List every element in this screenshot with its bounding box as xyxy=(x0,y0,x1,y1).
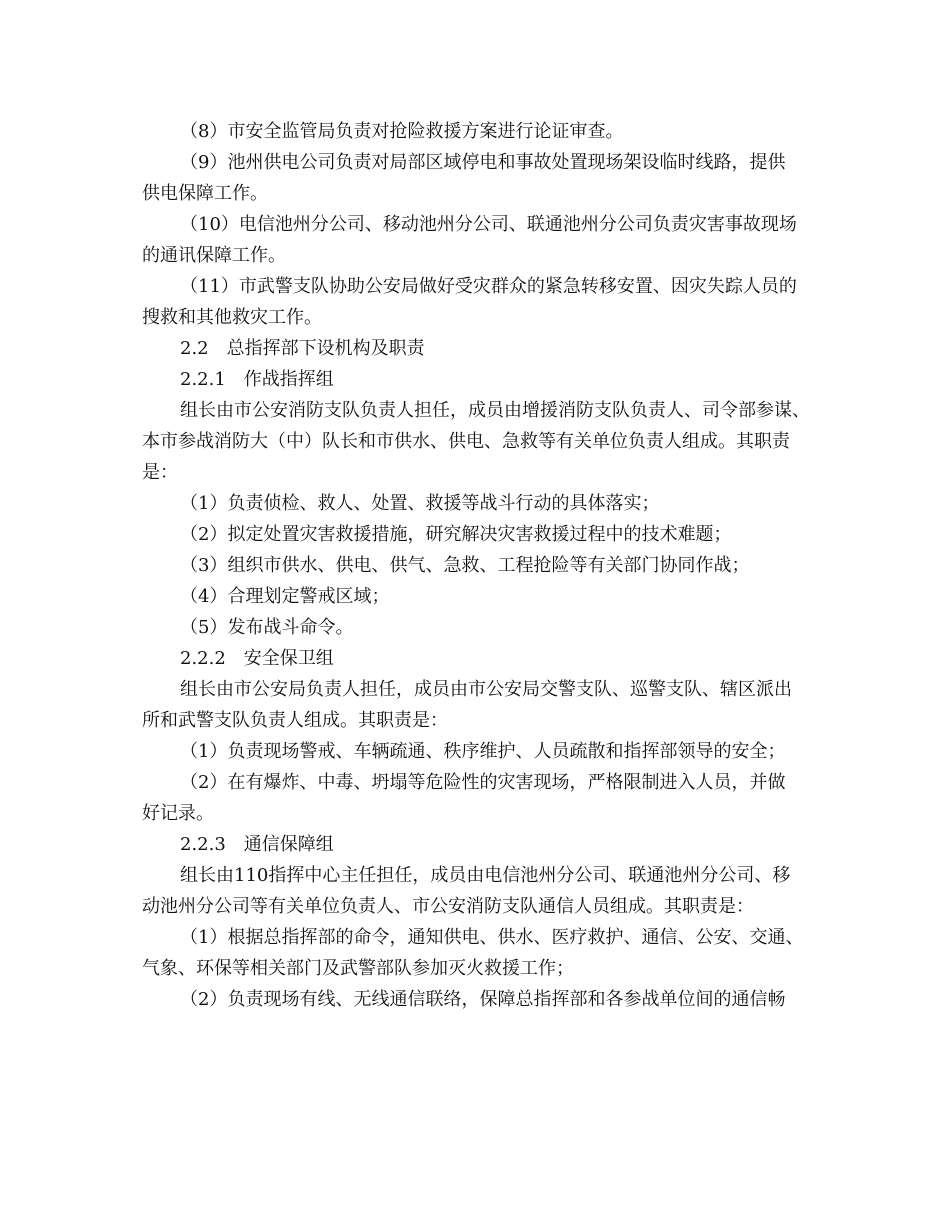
paragraph-line: 组长由市公安消防支队负责人担任，成员由增援消防支队负责人、司令部参谋、 xyxy=(180,400,810,421)
list-item: （1）根据总指挥部的命令，通知供电、供水、医疗救护、通信、公安、交通、 xyxy=(180,927,804,948)
list-item: （2）拟定处置灾害救援措施，研究解决灾害救援过程中的技术难题； xyxy=(180,524,732,545)
paragraph-line: 组长由市公安局负责人担任，成员由市公安局交警支队、巡警支队、辖区派出 xyxy=(180,679,792,700)
paragraph-line: 搜救和其他救灾工作。 xyxy=(142,307,322,328)
list-item: （2）在有爆炸、中毒、坍塌等危险性的灾害现场，严格限制进入人员，并做 xyxy=(180,772,786,793)
paragraph-line: 所和武警支队负责人组成。其职责是： xyxy=(142,710,448,731)
list-item: （3）组织市供水、供电、供气、急救、工程抢险等有关部门协同作战； xyxy=(180,555,750,576)
list-item: （5）发布战斗命令。 xyxy=(180,617,354,638)
subsection-heading: 2.2.1 作战指挥组 xyxy=(180,369,334,390)
paragraph-line: 的通讯保障工作。 xyxy=(142,245,286,266)
list-item: （4）合理划定警戒区域； xyxy=(180,586,390,607)
paragraph-line: 组长由110指挥中心主任担任，成员由电信池州分公司、联通池州分公司、移 xyxy=(180,865,791,886)
paragraph-line: （9）池州供电公司负责对局部区域停电和事故处置现场架设临时线路，提供 xyxy=(180,152,786,173)
list-item: （1）负责现场警戒、车辆疏通、秩序维护、人员疏散和指挥部领导的安全； xyxy=(180,741,786,762)
list-item: （2）负责现场有线、无线通信联络，保障总指挥部和各参战单位间的通信畅 xyxy=(180,989,786,1010)
subsection-heading: 2.2.2 安全保卫组 xyxy=(180,648,334,669)
document-body xyxy=(142,116,822,1015)
paragraph-line: 本市参战消防大（中）队长和市供水、供电、急救等有关单位负责人组成。其职责 xyxy=(142,431,790,452)
subsection-heading: 2.2.3 通信保障组 xyxy=(180,834,334,855)
paragraph-line: 动池州分公司等有关单位负责人、市公安消防支队通信人员组成。其职责是： xyxy=(142,896,754,917)
paragraph-line: （10）电信池州分公司、移动池州分公司、联通池州分公司负责灾害事故现场 xyxy=(180,214,797,235)
paragraph-line: （8）市安全监管局负责对抢险救援方案进行论证审查。 xyxy=(180,121,624,142)
paragraph-line: 供电保障工作。 xyxy=(142,183,268,204)
paragraph-line: 好记录。 xyxy=(142,803,214,824)
list-item: （1）负责侦检、救人、处置、救援等战斗行动的具体落实； xyxy=(180,493,660,514)
section-heading: 2.2 总指挥部下设机构及职责 xyxy=(180,338,425,359)
paragraph-line: 气象、环保等相关部门及武警部队参加灭火救援工作； xyxy=(142,958,574,979)
paragraph-line: （11）市武警支队协助公安局做好受灾群众的紧急转移安置、因灾失踪人员的 xyxy=(180,276,797,297)
paragraph-line: 是： xyxy=(142,462,178,483)
